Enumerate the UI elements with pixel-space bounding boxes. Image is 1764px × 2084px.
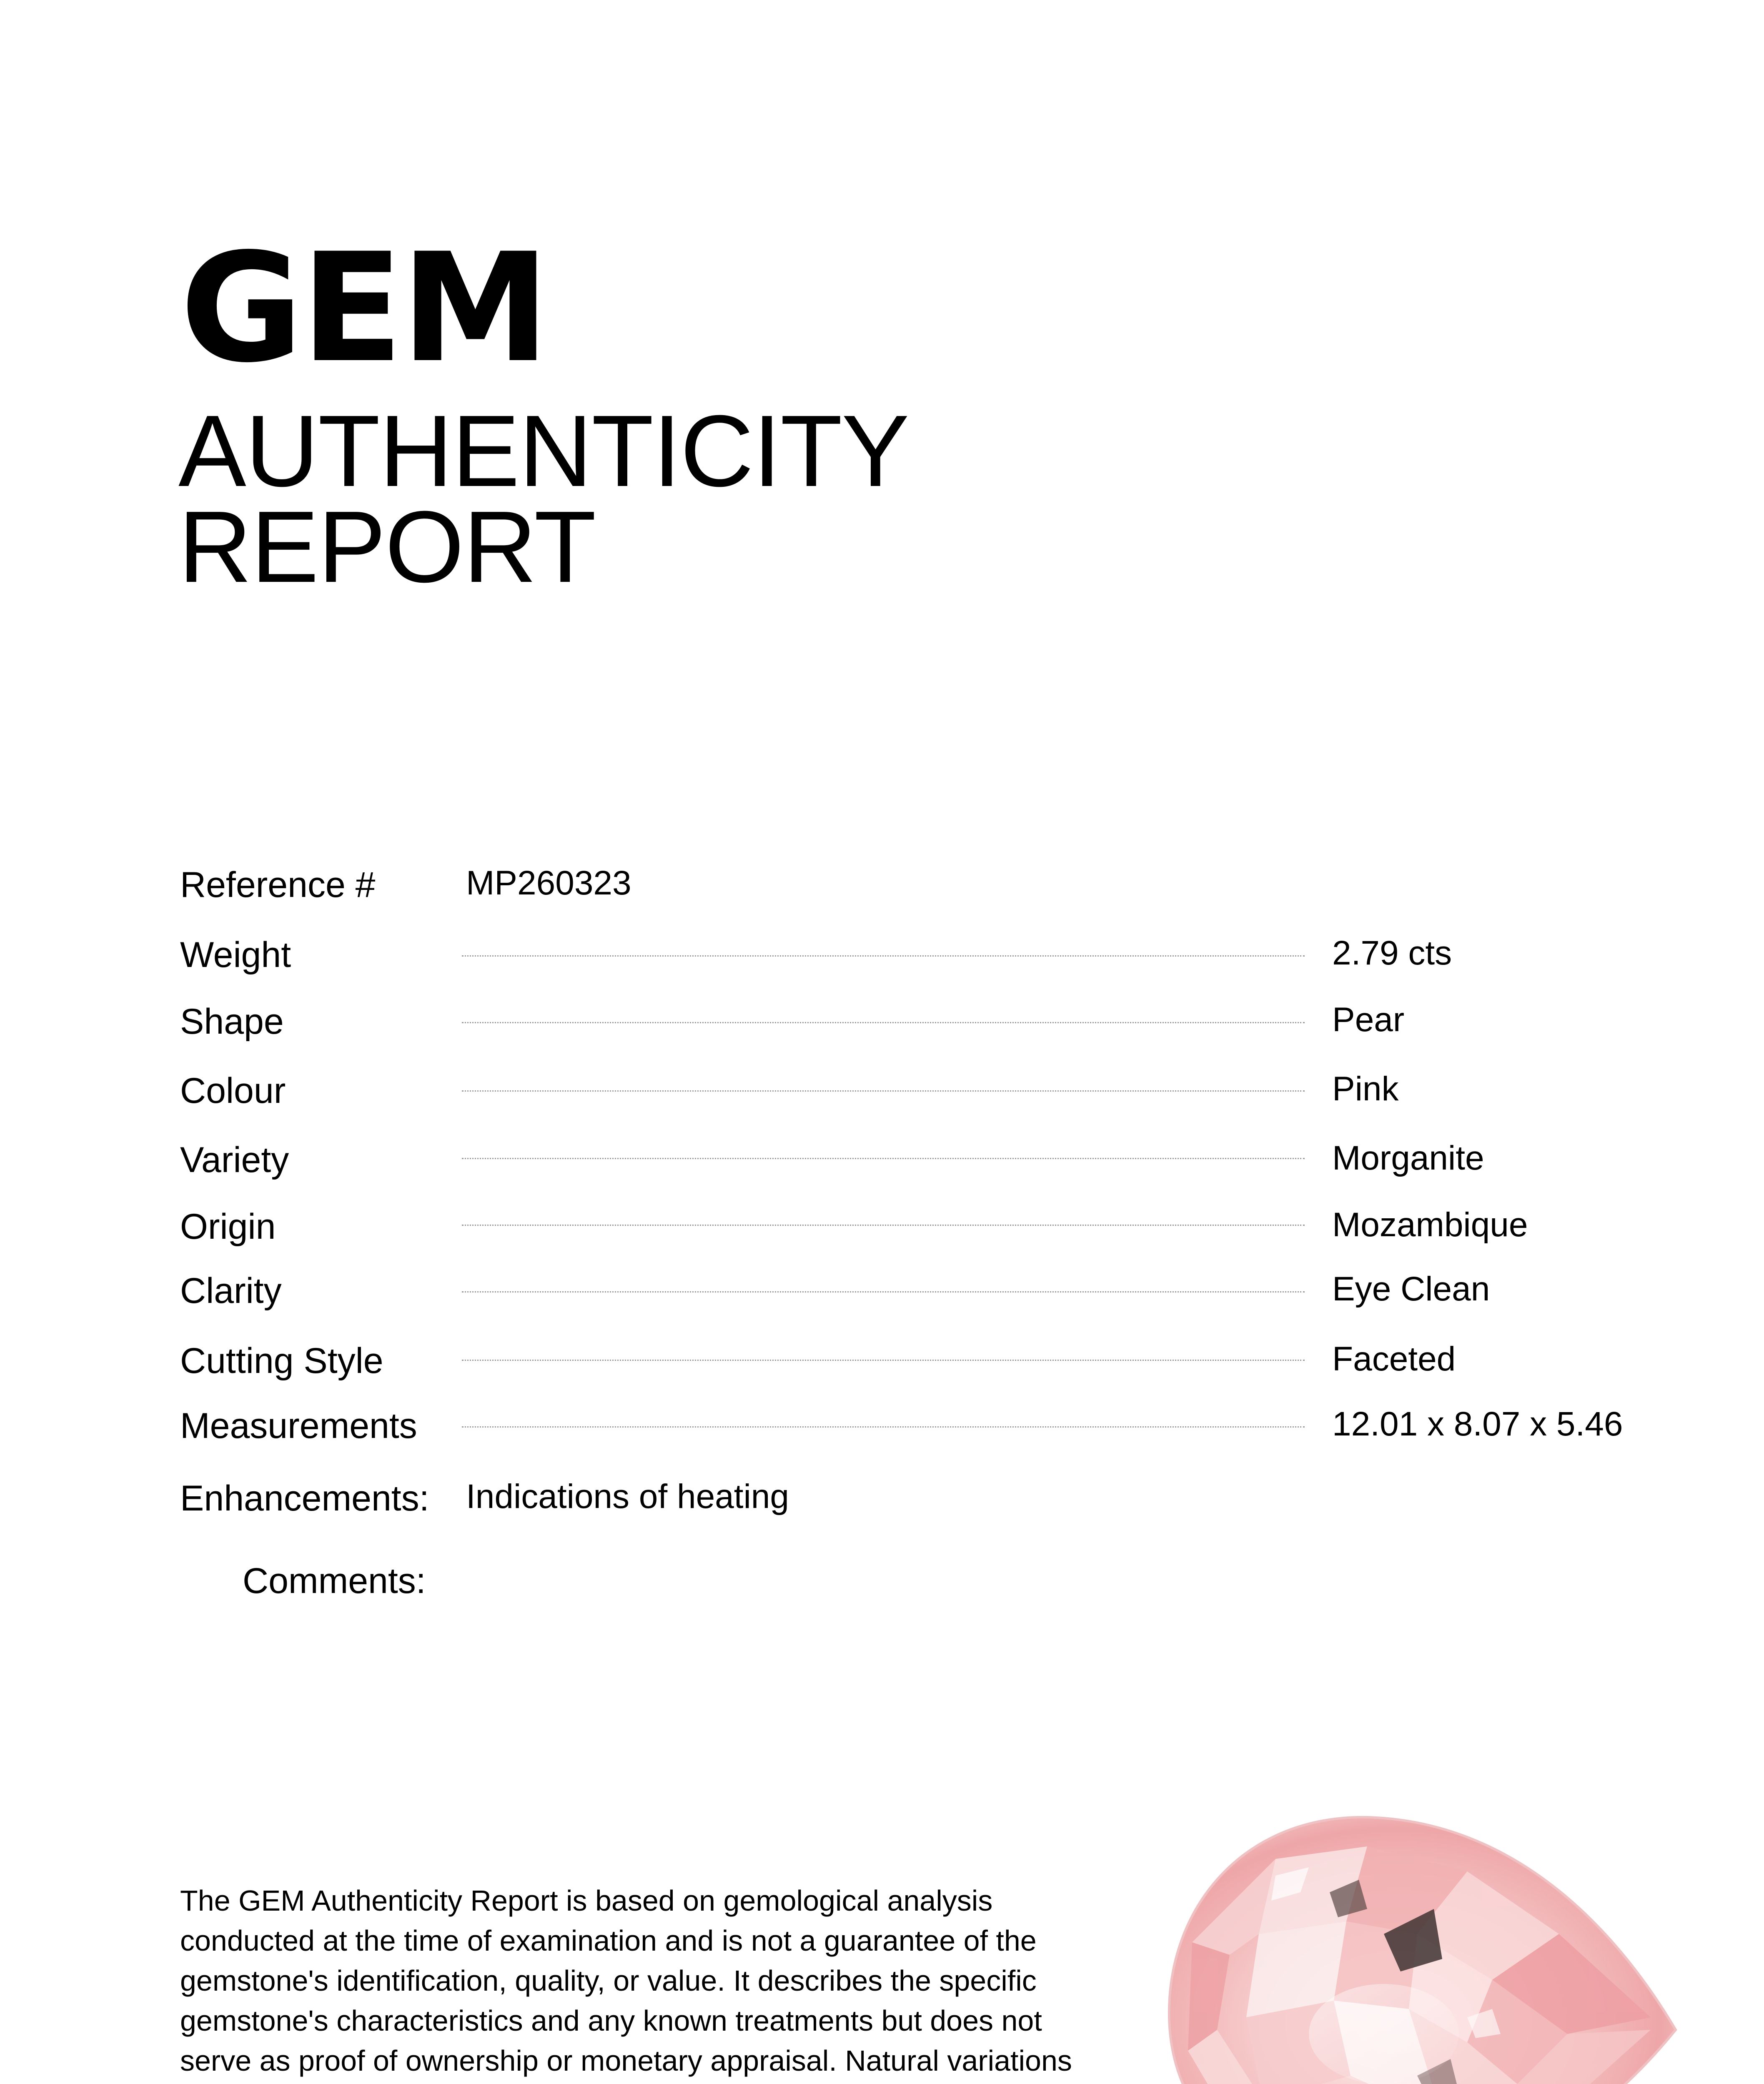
pear-morganite-gem-image	[1150, 1784, 1701, 2084]
enhancements-label: Enhancements:	[180, 1478, 429, 1518]
spec-label-weight: Weight	[180, 935, 291, 975]
dotted-leader	[462, 955, 1305, 957]
spec-value-shape: Pear	[1332, 1001, 1405, 1039]
spec-label-measurements: Measurements	[180, 1406, 417, 1446]
spec-label-clarity: Clarity	[180, 1271, 282, 1311]
disclaimer-text: The GEM Authenticity Report is based on gemological analysis conducted at the time of examination and is not a guarantee of the gemstone's identification, quality, or value. It describes the specific gemstone's characteristics and any known treatments but does not serve as proof of ownership or monetary appraisal. Natural variations	[180, 1884, 1072, 2077]
dotted-leader	[462, 1225, 1305, 1226]
spec-label-origin: Origin	[180, 1207, 276, 1247]
spec-value-measurements: 12.01 x 8.07 x 5.46	[1332, 1405, 1623, 1443]
comments-label: Comments:	[243, 1561, 426, 1601]
spec-value-clarity: Eye Clean	[1332, 1270, 1490, 1308]
spec-label-variety: Variety	[180, 1140, 289, 1180]
spec-value-origin: Mozambique	[1332, 1206, 1528, 1244]
spec-value-variety: Morganite	[1332, 1139, 1484, 1177]
dotted-leader	[462, 1090, 1305, 1092]
reference-label: Reference #	[180, 865, 376, 905]
report-title-line-2: REPORT	[178, 490, 596, 604]
spec-label-colour: Colour	[180, 1071, 286, 1111]
dotted-leader	[462, 1158, 1305, 1159]
spec-value-weight: 2.79 cts	[1332, 934, 1452, 972]
dotted-leader	[462, 1360, 1305, 1361]
report-title-line-1: AUTHENTICITY	[178, 394, 909, 508]
dotted-leader	[462, 1022, 1305, 1023]
gem-photo	[1150, 1784, 1701, 2084]
brand-title: GEM	[180, 221, 548, 396]
spec-value-colour: Pink	[1332, 1070, 1399, 1108]
spec-label-shape: Shape	[180, 1002, 284, 1042]
dotted-leader	[462, 1426, 1305, 1428]
spec-value-cutting-style: Faceted	[1332, 1340, 1456, 1378]
dotted-leader	[462, 1291, 1305, 1292]
spec-label-cutting-style: Cutting Style	[180, 1341, 383, 1381]
enhancements-value: Indications of heating	[466, 1478, 789, 1515]
reference-value: MP260323	[466, 864, 631, 902]
